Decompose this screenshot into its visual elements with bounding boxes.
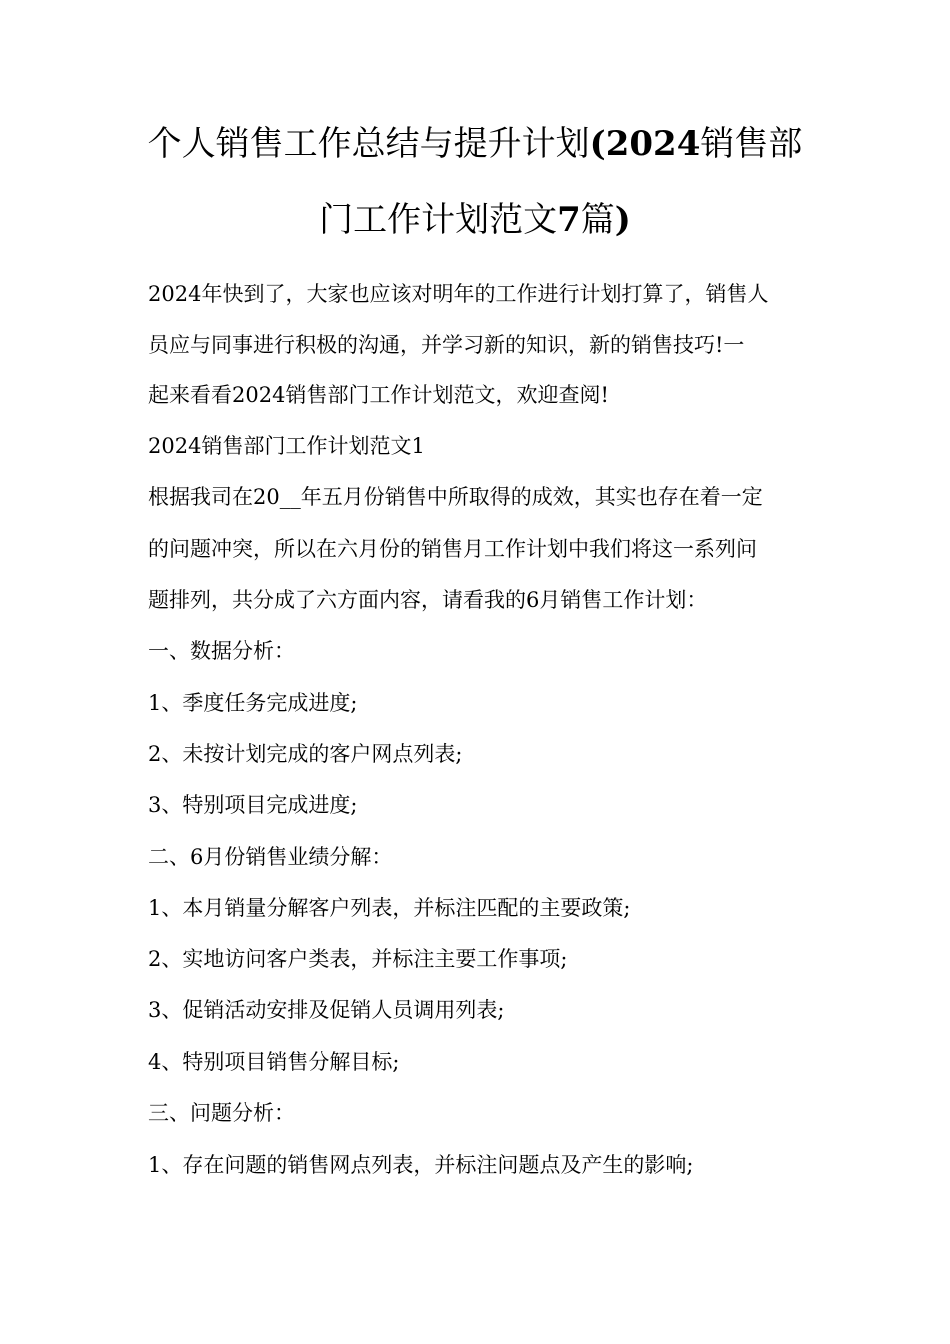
document-title-line-1: 个人销售工作总结与提升计划(2024销售部 <box>147 124 803 164</box>
section-heading: 一、数据分析： <box>148 639 295 663</box>
paragraph-line: 的问题冲突，所以在六月份的销售月工作计划中我们将这一系列问 <box>148 537 757 561</box>
list-item: 1、季度任务完成进度; <box>148 691 358 715</box>
list-item: 1、存在问题的销售网点列表，并标注问题点及产生的影响; <box>148 1153 694 1177</box>
section-heading: 三、问题分析： <box>148 1101 295 1125</box>
paragraph-line: 根据我司在20__年五月份销售中所取得的成效，其实也存在着一定 <box>148 485 763 509</box>
paragraph-line: 题排列，共分成了六方面内容，请看我的6月销售工作计划： <box>148 588 708 612</box>
paragraph-line: 员应与同事进行积极的沟通，并学习新的知识，新的销售技巧!一 <box>148 333 745 357</box>
paragraph-line: 2024年快到了，大家也应该对明年的工作进行计划打算了，销售人 <box>148 282 769 306</box>
document-title-line-2: 门工作计划范文7篇) <box>319 200 631 240</box>
list-item: 3、特别项目完成进度; <box>148 793 358 817</box>
section-heading: 二、6月份销售业绩分解： <box>148 845 393 869</box>
list-item: 3、促销活动安排及促销人员调用列表; <box>148 998 505 1022</box>
list-item: 2、实地访问客户类表，并标注主要工作事项; <box>148 947 568 971</box>
list-item: 1、本月销量分解客户列表，并标注匹配的主要政策; <box>148 896 631 920</box>
list-item: 4、特别项目销售分解目标; <box>148 1050 400 1074</box>
section-heading: 2024销售部门工作计划范文1 <box>148 434 425 458</box>
list-item: 2、未按计划完成的客户网点列表; <box>148 742 463 766</box>
paragraph-line: 起来看看2024销售部门工作计划范文，欢迎查阅! <box>148 383 609 407</box>
